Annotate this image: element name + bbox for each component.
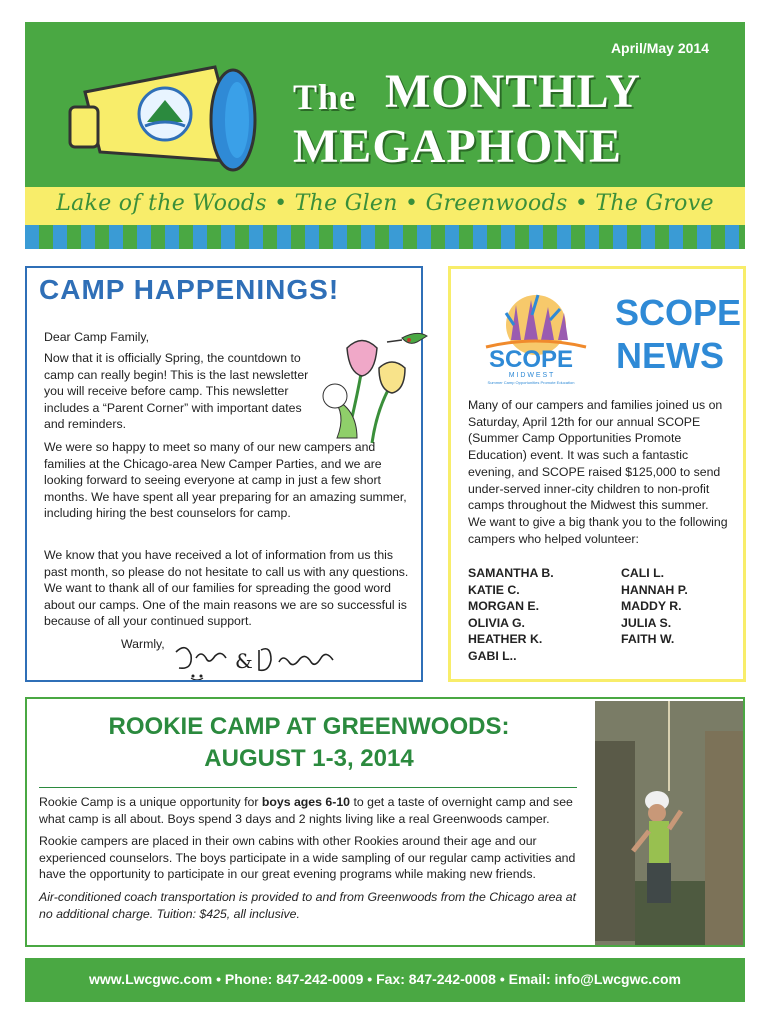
scope-midwest-logo xyxy=(466,285,596,385)
volunteer-name: HEATHER K. xyxy=(468,632,543,647)
scope-title-line-2: NEWS xyxy=(616,335,724,376)
scope-title-line-1: SCOPE xyxy=(615,292,742,333)
volunteer-name: OLIVIA G. xyxy=(468,615,525,630)
title-line-1 xyxy=(293,64,641,119)
megaphone-icon xyxy=(65,62,285,182)
scope-news-section xyxy=(448,266,746,682)
volunteer-name: MORGAN E. xyxy=(468,599,540,614)
scope-logo-tagline: Summer Camp Opportunities Promote Education xyxy=(487,380,575,385)
scope-logo-sub: M I D W E S T xyxy=(508,372,554,379)
masthead xyxy=(25,22,745,187)
volunteer-name: KATIE C. xyxy=(468,582,520,597)
rookie-p1-text-end: to get a taste of overnight camp and see what camp is all about. Boys spend 3 days and 2 nights living like a real Greenwoods camper. xyxy=(39,795,573,826)
volunteer-name: SAMANTHA B. xyxy=(468,566,554,580)
signature-dayna-dana xyxy=(171,640,341,680)
paragraph-2: We were so happy to meet so many of our new campers and families at the Chicago-area New Camper Parties, and we are looking forward to seeing everyone at camp in just a few short months. We have spent all year preparing for an amazing summer, including hiring the best counselors for camp. xyxy=(44,440,407,520)
scope-logo-text: SCOPE xyxy=(488,346,574,373)
camps-list: Lake of the Woods • The Glen • Greenwoods • The Grove xyxy=(56,191,714,216)
salutation: Dear Camp Family, xyxy=(44,330,149,344)
rookie-paragraph-1 xyxy=(39,794,589,827)
contact-info: www.Lwcgwc.com • Phone: 847-242-0009 • Fax: 847-242-0008 • Email: info@Lwcgwc.com xyxy=(89,971,681,987)
camp-happenings-section xyxy=(25,266,423,682)
volunteer-name: GABI L.. xyxy=(468,648,517,663)
rookie-paragraph-2: Rookie campers are placed in their own cabins with other Rookies around their age and our experienced counselors. The boys participate in a wide sampling of our regular camp activities and have the opportunity to participate in our great evening programs while making new friends. xyxy=(39,834,576,881)
scope-body: Many of our campers and families joined us on Saturday, April 12th for our annual SCOPE (Summer Camp Opportunities Promote Education) event. It was such a fantastic evening, and SCOPE raised $125,000 to send under-served inner-city children to non-profit camps throughout the Midwest this summer. We want to give a big thank you to the following campers who helped volunteer: xyxy=(468,398,728,546)
decorative-stripes xyxy=(25,225,745,249)
title-monthly: MONTHLY xyxy=(385,65,641,118)
flowers-hummingbird-icon xyxy=(317,328,437,448)
scope-news-title xyxy=(615,291,742,377)
closing: Warmly, xyxy=(121,637,165,651)
paragraph-1: Now that it is officially Spring, the countdown to camp can really begin! This is the last newsletter you will receive before camp. This newsletter includes a “Parent Corner” with important dates and reminders. xyxy=(44,351,309,431)
contact-footer xyxy=(25,958,745,1002)
svg-text:&: & xyxy=(235,649,253,673)
volunteer-name: FAITH W. xyxy=(621,632,675,647)
newsletter-title xyxy=(293,64,641,174)
rookie-title-line-1: ROOKIE CAMP AT GREENWOODS: xyxy=(108,713,510,740)
volunteer-name: JULIA S. xyxy=(621,615,672,630)
camps-banner xyxy=(25,187,745,225)
rookie-camp-title xyxy=(39,711,579,775)
title-line-2: MEGAPHONE xyxy=(293,120,622,173)
volunteer-list-left xyxy=(468,565,554,665)
volunteer-list-right xyxy=(621,565,688,648)
divider xyxy=(39,787,577,788)
volunteer-name: MADDY R. xyxy=(621,599,682,614)
camp-happenings-title: CAMP HAPPENINGS! xyxy=(39,274,340,305)
paragraph-3: We know that you have received a lot of information from us this past month, so please do not hesitate to call us with any questions. We want to thank all of our families for spreading the good word about our camps. One of the main reasons we are so successful is because of all your continued support. xyxy=(44,548,409,628)
volunteer-name: HANNAH P. xyxy=(621,582,688,597)
camper-climbing-photo xyxy=(595,701,743,945)
issue-date: April/May 2014 xyxy=(610,40,709,56)
rookie-age-range: boys ages 6-10 xyxy=(261,795,351,809)
volunteer-name: CALI L. xyxy=(621,566,665,580)
rookie-camp-section xyxy=(25,697,745,947)
title-the: The xyxy=(293,77,357,117)
rookie-paragraph-3: Air-conditioned coach transportation is provided to and from Greenwoods from the Chicago area at no additional charge. Tuition: $425, all inclusive. xyxy=(39,890,577,921)
rookie-title-line-2: AUGUST 1-3, 2014 xyxy=(204,745,414,772)
rookie-p1-text: Rookie Camp is a unique opportunity for xyxy=(39,795,262,809)
